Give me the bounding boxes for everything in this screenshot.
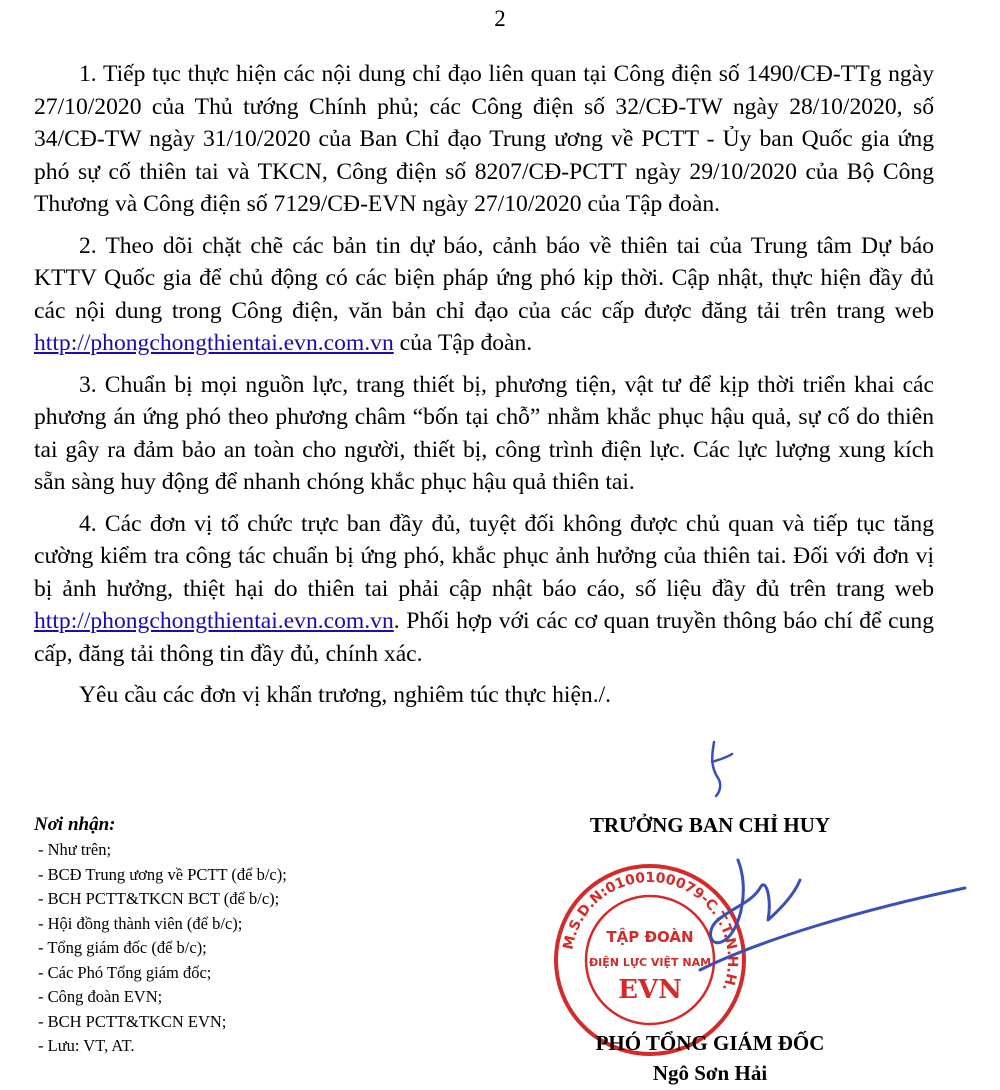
paragraph-2-text-a: 2. Theo dõi chặt chẽ các bản tin dự báo, cảnh báo về thiên tai của Trung tâm Dự báo KTTV Quốc gia để chủ động có các biện pháp ứng phó kịp thời. Cập nhật, thực hiện đầy đủ các nội dung trong Công điện, văn bản chỉ đạo của các cấp được đăng tải trên trang web xyxy=(34,232,934,324)
seal-line-3: EVN xyxy=(618,975,682,1005)
recipient-item: - BCH PCTT&TKCN EVN; xyxy=(38,1011,227,1031)
recipient-item: - Công đoàn EVN; xyxy=(38,987,163,1006)
initial-mark-icon xyxy=(700,738,740,798)
signer-name: Ngô Sơn Hải xyxy=(652,1061,768,1085)
recipient-item: - Như trên; xyxy=(38,840,112,859)
seal-line-1: TẬP ĐOÀN xyxy=(606,928,694,946)
paragraph-4-text-a: 4. Các đơn vị tổ chức trực ban đầy đủ, tuyệt đối không được chủ quan và tiếp tục tăng cường kiểm tra công tác chuẩn bị ứng phó, khắc phục ảnh hưởng của thiên tai. Đối với đơn vị bị ảnh hưởng, thiệt hại do thiên tai phải cập nhật báo cáo, số liệu đầy đủ trên trang web xyxy=(34,510,934,602)
signer-role: PHÓ TỔNG GIÁM ĐỐC xyxy=(595,1031,825,1055)
paragraph-2 xyxy=(34,230,934,360)
signature-block xyxy=(500,810,920,1090)
paragraph-4-text-b: . Phối hợp với các cơ quan truyền thông báo chí để cung cấp, đăng tải thông tin đầy đủ, chính xác. xyxy=(34,608,934,667)
seal-line-2: ĐIỆN LỰC VIỆT NAM xyxy=(588,956,712,969)
recipient-item: - Hội đồng thành viên (để b/c); xyxy=(38,913,243,933)
page-number: 2 xyxy=(494,6,506,31)
recipients-heading: Nơi nhận: xyxy=(34,814,116,835)
document-body xyxy=(34,58,934,721)
evn-website-link[interactable]: http://phongchongthientai.evn.com.vn xyxy=(34,330,394,356)
paragraph-2-text-b: của Tập đoàn. xyxy=(393,330,533,356)
closing-line: Yêu cầu các đơn vị khẩn trương, nghiêm túc thực hiện./. xyxy=(79,682,612,708)
recipient-item: - BCĐ Trung ương về PCTT (để b/c); xyxy=(38,864,287,884)
signer-title: TRƯỞNG BAN CHỈ HUY xyxy=(589,813,831,837)
evn-website-link-2[interactable]: http://phongchongthientai.evn.com.vn xyxy=(34,608,394,634)
seal-ring-text: M.S.D.N:0100100079-C.T.T.N.H.H. xyxy=(560,869,741,994)
paragraph-3: 3. Chuẩn bị mọi nguồn lực, trang thiết bị, phương tiện, vật tư để kịp thời triển khai các phương án ứng phó theo phương châm “bốn tại chỗ” nhằm khắc phục hậu quả, sự cố do thiên tai gây ra đảm bảo an toàn cho người, thiết bị, công trình điện lực. Các lực lượng xung kích sẵn sàng huy động để nhanh chóng khắc phục hậu quả thiên tai. xyxy=(34,371,934,495)
recipients-list xyxy=(34,838,454,1059)
paragraph-4 xyxy=(34,508,934,671)
recipients-block xyxy=(34,812,454,1059)
recipient-item: - Tổng giám đốc (để b/c); xyxy=(38,938,207,957)
recipient-item: - Các Phó Tổng giám đốc; xyxy=(38,962,212,982)
recipient-item: - Lưu: VT, AT. xyxy=(38,1036,135,1055)
handwritten-signature-icon xyxy=(500,810,1000,1010)
paragraph-1: 1. Tiếp tục thực hiện các nội dung chỉ đạo liên quan tại Công điện số 1490/CĐ-TTg ngày 27/10/2020 của Thủ tướng Chính phủ; các Công điện số 32/CĐ-TW ngày 28/10/2020, số 34/CĐ-TW ngày 31/10/2020 của Ban Chỉ đạo Trung ương về PCTT - Ủy ban Quốc gia ứng phó sự cố thiên tai và TKCN, Công điện số 8207/CĐ-PCTT ngày 29/10/2020 của Bộ Công Thương và Công điện số 7129/CĐ-EVN ngày 27/10/2020 của Tập đoàn. xyxy=(34,61,934,217)
recipient-item: - BCH PCTT&TKCN BCT (để b/c); xyxy=(38,889,280,908)
